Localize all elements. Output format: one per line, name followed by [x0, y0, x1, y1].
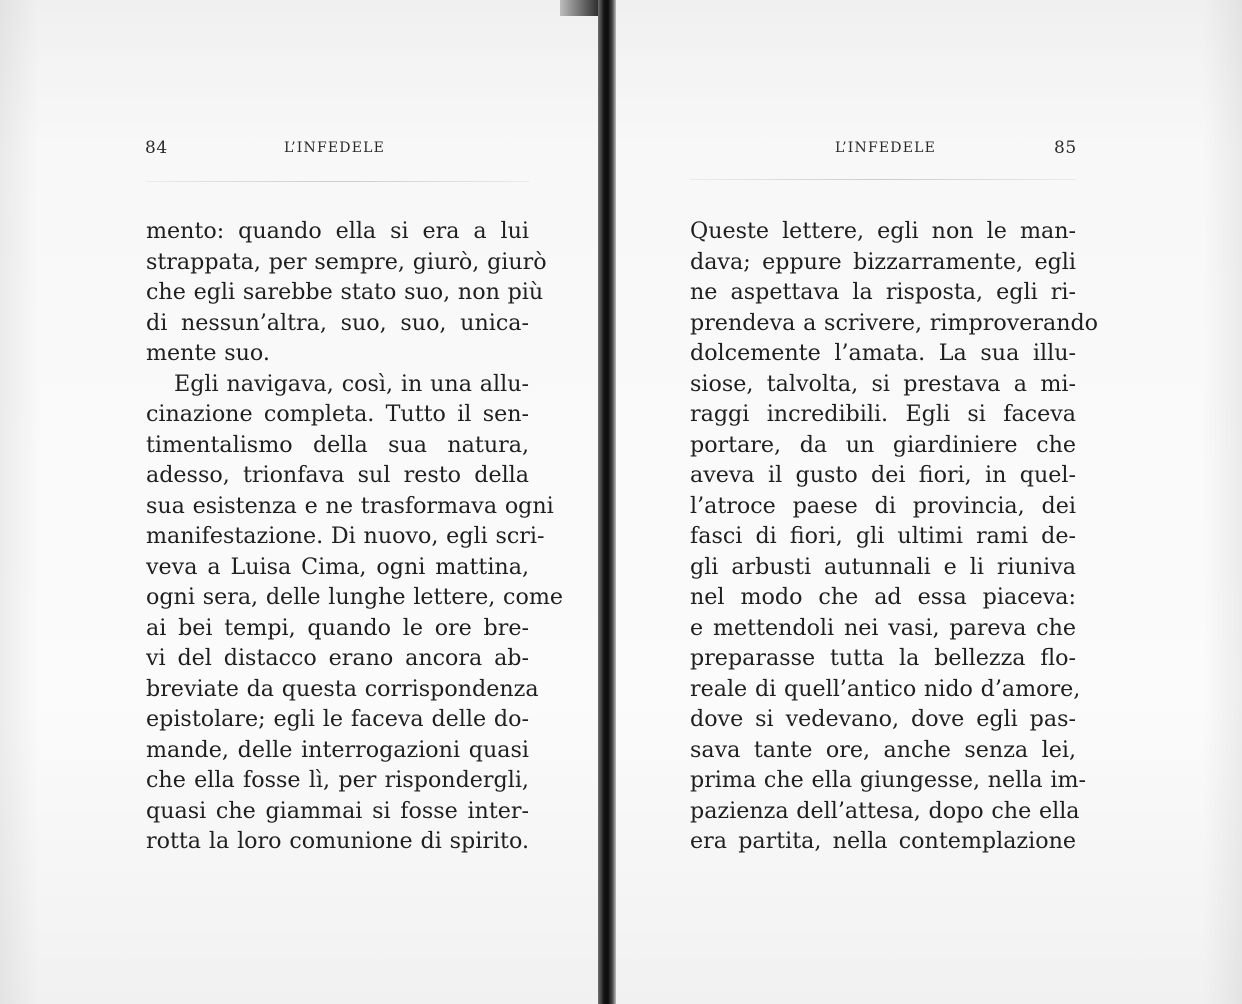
text-line: strappata, per sempre, giurò, giurò: [146, 248, 547, 275]
text-line: aveva il gusto dei fiori, in quel-: [690, 462, 1076, 488]
text-line: era partita, nella contemplazione: [690, 828, 1076, 854]
text-line: dolcemente l’amata. La sua illu-: [690, 340, 1076, 366]
text-line: nel modo che ad essa piaceva:: [690, 584, 1076, 610]
text-line: portare, da un giardiniere che: [690, 431, 1076, 458]
text-line: prendeva a scrivere, rimproverando: [690, 309, 1099, 336]
text-line: rotta la loro comunione di spirito.: [146, 828, 529, 854]
left-page: [0, 0, 598, 1004]
text-line: sava tante ore, anche senza lei,: [690, 736, 1076, 763]
left-page-edge-shadow: [0, 0, 40, 1004]
text-line: che egli sarebbe stato suo, non più: [146, 279, 544, 305]
text-line: e mettendoli nei vasi, pareva che: [690, 614, 1076, 641]
text-line: epistolare; egli le faceva delle do-: [146, 706, 529, 732]
text-line: siose, talvolta, si prestava a mi-: [690, 370, 1076, 397]
text-line: dove si vedevano, dove egli pas-: [690, 706, 1076, 732]
text-line: che ella fosse lì, per rispondergli,: [146, 767, 529, 793]
text-line: reale di quell’antico nido d’amore,: [690, 675, 1081, 702]
text-line: mande, delle interrogazioni quasi: [146, 736, 529, 763]
text-line: fasci di fiori, gli ultimi rami de-: [690, 523, 1076, 549]
book-gutter: [598, 0, 616, 1004]
text-line: sua esistenza e ne trasformava ogni: [146, 492, 554, 519]
text-line: ai bei tempi, quando le ore bre-: [146, 614, 529, 641]
text-line: vi del distacco erano ancora ab-: [146, 645, 529, 671]
left-page-body: [146, 216, 564, 857]
right-page-body: [690, 216, 1099, 857]
text-line: cinazione completa. Tutto il sen-: [146, 401, 529, 427]
right-running-head: L’INFEDELE: [835, 140, 937, 156]
text-line: mento: quando ella si era a lui: [146, 218, 529, 244]
text-line: mente suo.: [146, 340, 270, 366]
text-line: Egli navigava, così, in una allu-: [174, 370, 529, 397]
text-line: dava; eppure bizzarramente, egli: [690, 248, 1076, 275]
text-line: preparasse tutta la bellezza flo-: [690, 645, 1076, 671]
text-line: pazienza dell’attesa, dopo che ella: [690, 797, 1080, 824]
text-line: l’atroce paese di provincia, dei: [690, 492, 1076, 519]
text-line: breviate da questa corrispondenza: [146, 675, 539, 702]
text-line: timentalismo della sua natura,: [146, 431, 529, 458]
text-line: ogni sera, delle lunghe lettere, come: [146, 584, 564, 610]
text-line: prima che ella giungesse, nella im-: [690, 767, 1086, 793]
left-header-rule: [146, 181, 529, 182]
right-page-edge-shadow: [1202, 0, 1242, 1004]
text-line: raggi incredibili. Egli si faceva: [690, 401, 1076, 427]
text-line: quasi che giammai si fosse inter-: [146, 797, 529, 824]
text-line: Queste lettere, egli non le man-: [690, 218, 1076, 244]
right-page-number: 85: [1054, 138, 1077, 158]
left-page-number: 84: [145, 138, 168, 158]
text-line: veva a Luisa Cima, ogni mattina,: [146, 553, 529, 580]
right-header-rule: [690, 179, 1076, 180]
left-running-head: L’INFEDELE: [284, 140, 386, 156]
text-line: di nessun’altra, suo, suo, unica-: [146, 309, 529, 336]
text-line: gli arbusti autunnali e li riuniva: [690, 553, 1076, 580]
text-line: ne aspettava la risposta, egli ri-: [690, 279, 1076, 305]
text-line: adesso, trionfava sul resto della: [146, 462, 529, 488]
text-line: manifestazione. Di nuovo, egli scri-: [146, 523, 545, 549]
